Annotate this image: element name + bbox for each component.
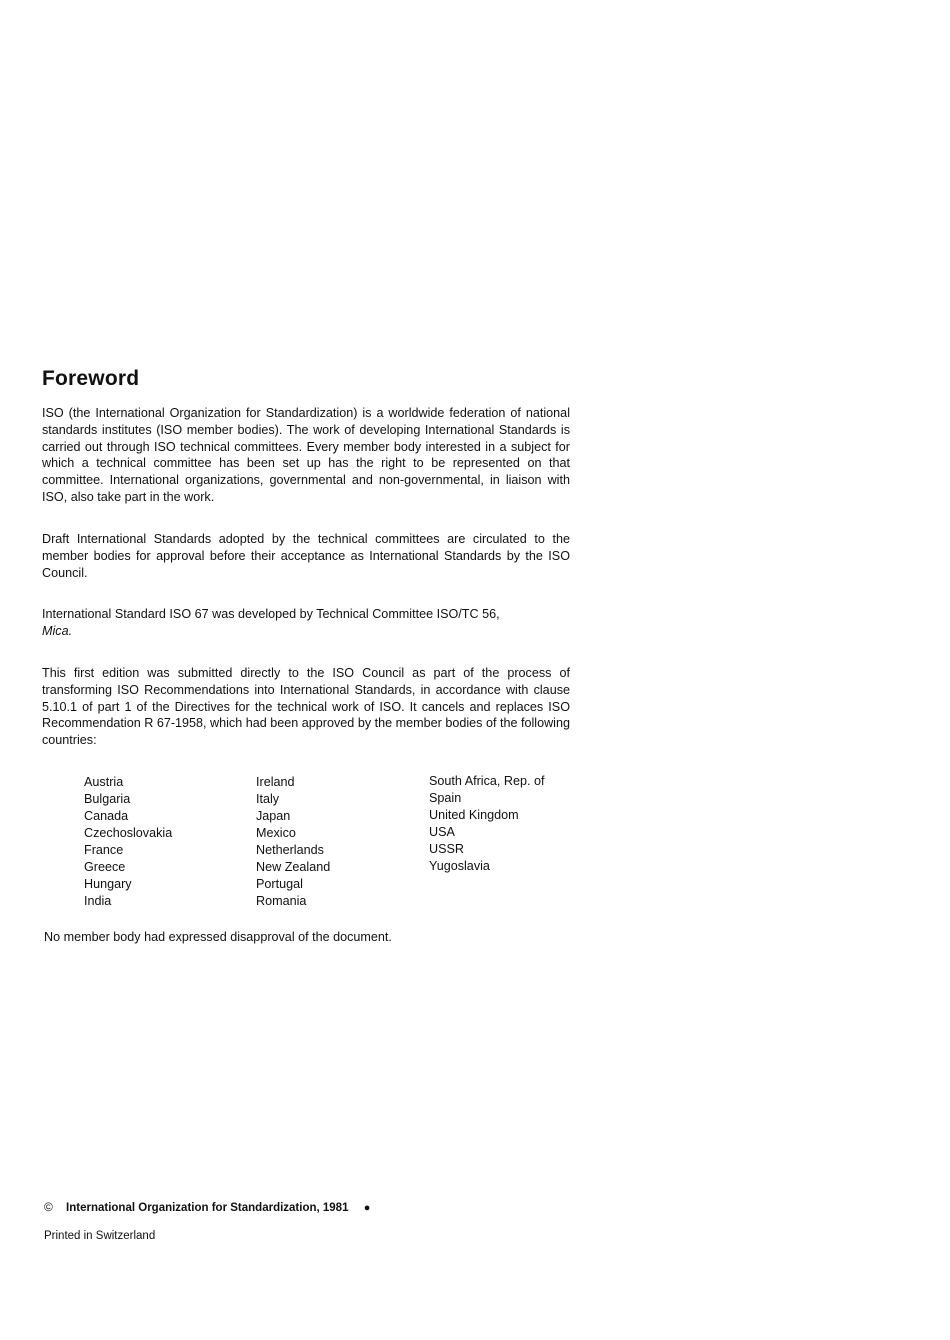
- country: Ireland: [256, 775, 295, 789]
- foreword-heading: Foreword: [42, 367, 140, 390]
- paragraph-draft-standards: Draft International Standards adopted by the technical committees are circulated to the member bodies for approval before their acceptance as International Standards by the ISO Council.: [42, 532, 570, 580]
- countries-column-1: [84, 774, 172, 910]
- country: India: [84, 894, 112, 908]
- paragraph-developed-by: [42, 606, 570, 640]
- country: Spain: [429, 791, 462, 805]
- countries-column-3: [429, 773, 545, 875]
- paragraph-first-edition: This first edition was submitted directly to the ISO Council as part of the process of transforming ISO Recommendations into International Standards, in accordance with clause 5.10.1 of part 1 of the Directives for the technical work of ISO. It cancels and replaces ISO Recommendation R 67-1958, which had been approved by the member bodies of the following countries:: [42, 666, 570, 748]
- country: Romania: [256, 894, 307, 908]
- country: South Africa, Rep. of: [429, 774, 545, 788]
- country: Japan: [256, 809, 291, 823]
- country: USSR: [429, 842, 464, 856]
- country: Mexico: [256, 826, 296, 840]
- country: Bulgaria: [84, 792, 131, 806]
- paragraph-closing: No member body had expressed disapproval of the document.: [44, 930, 392, 944]
- country: France: [84, 843, 124, 857]
- copyright-text: International Organization for Standardization, 1981: [66, 1202, 349, 1214]
- country: Czechoslovakia: [84, 826, 173, 840]
- copyright-line: [44, 1200, 370, 1214]
- committee-name: Mica.: [42, 623, 73, 638]
- printed-in: Printed in Switzerland: [44, 1230, 156, 1242]
- country: Austria: [84, 775, 124, 789]
- countries-column-2: [256, 774, 330, 910]
- copyright-icon: ©: [44, 1200, 53, 1214]
- country: Hungary: [84, 877, 132, 891]
- country: Yugoslavia: [429, 859, 490, 873]
- country: Portugal: [256, 877, 303, 891]
- paragraph-iso-intro: ISO (the International Organization for Standardization) is a worldwide federation of national standards institutes (ISO member bodies). The work of developing International Standards is carried out through ISO technical committees. Every member body interested in a subject for which a technical committee has been set up has the right to be represented on that committee. International organizations, governmental and non-governmental, in liaison with ISO, also take part in the work.: [42, 406, 570, 504]
- country: Greece: [84, 860, 126, 874]
- country: New Zealand: [256, 860, 331, 874]
- country: United Kingdom: [429, 808, 519, 822]
- bullet-icon: ●: [363, 1202, 371, 1214]
- country: Canada: [84, 809, 129, 823]
- developed-by-text: International Standard ISO 67 was developed by Technical Committee ISO/TC 56,: [42, 607, 500, 621]
- country: Italy: [256, 792, 280, 806]
- country: USA: [429, 825, 455, 839]
- country: Netherlands: [256, 843, 324, 857]
